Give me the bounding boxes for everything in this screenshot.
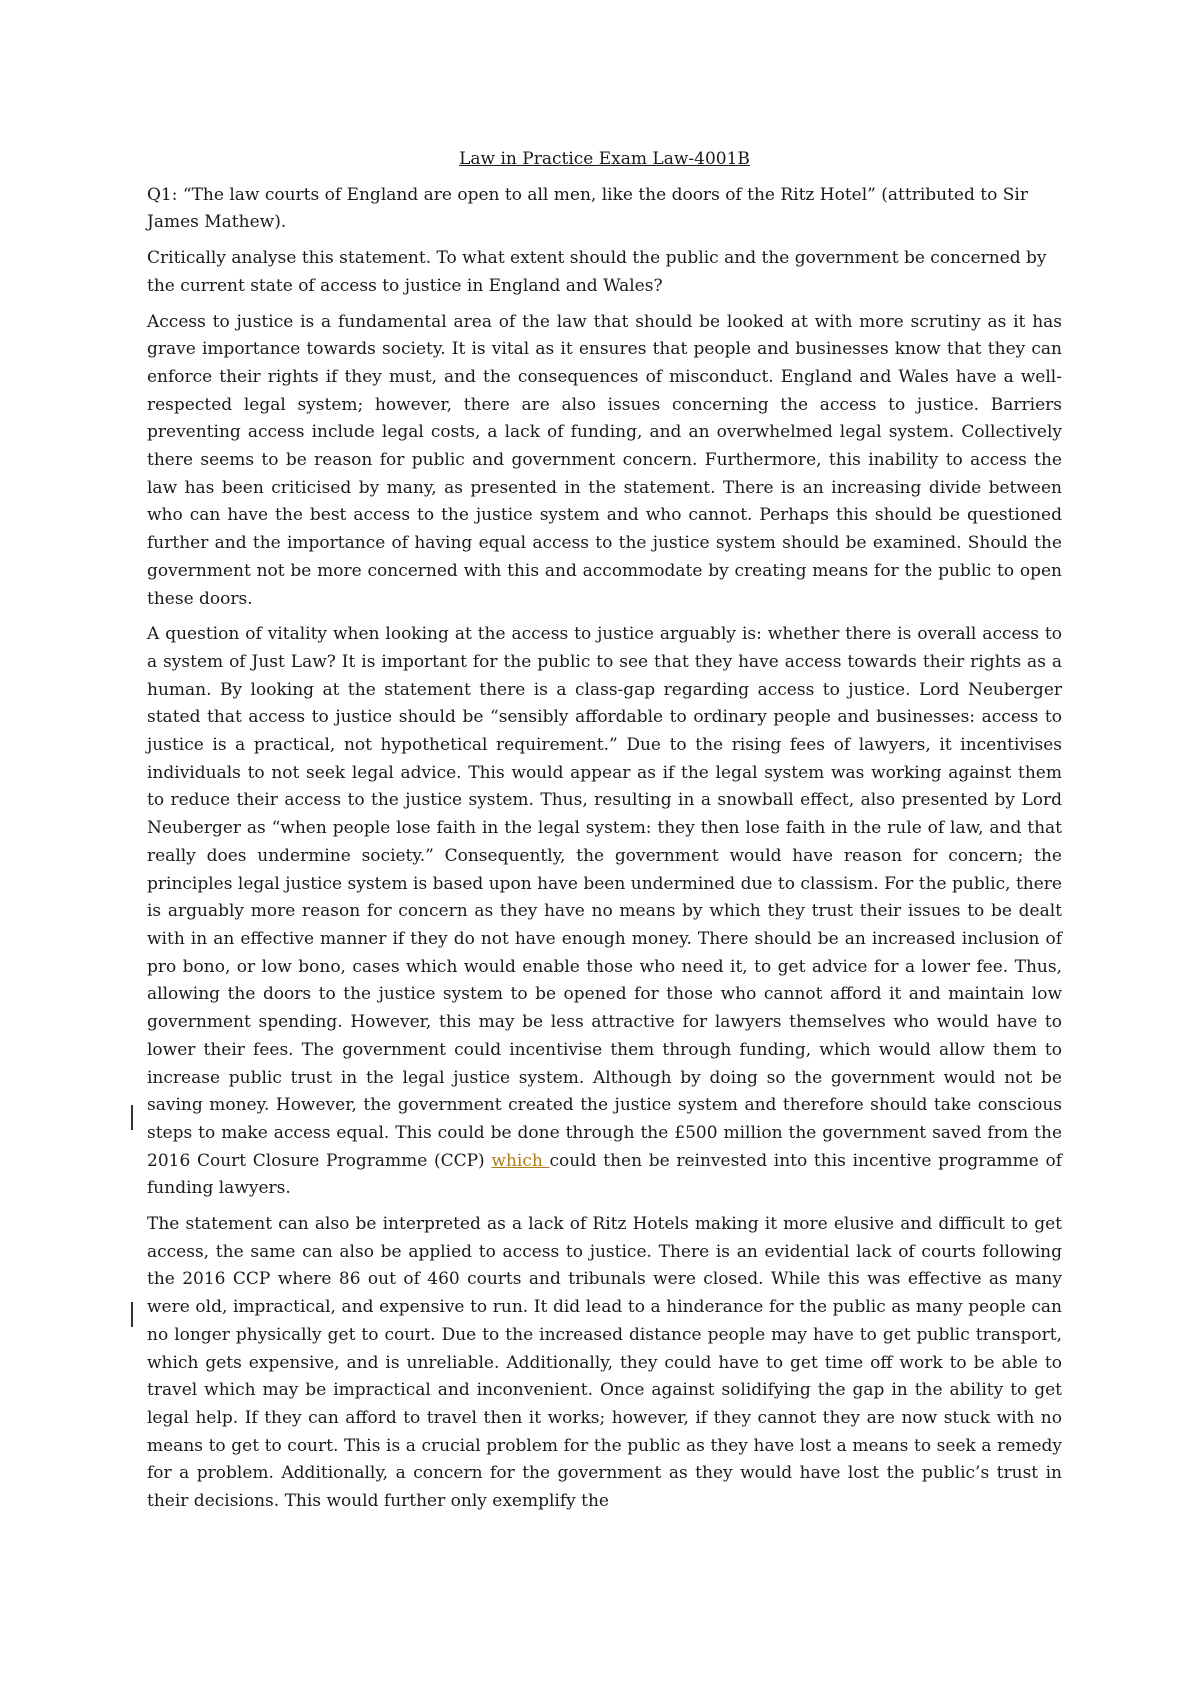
- paragraph-3-part-a: The statement can also be interpreted as a lack of Ritz Hotels making it more elusive and difficult to get access, the same can also be applied to access to justice. There is an evidential lack of courts following the 2016 CCP where 86 out of 460 courts and tribunals were closed. While this was effective as many were old, impractical, and expensive to run. It did lead to a hinderance for the public as many people can no longer physically get to court. Due to the increased distance people may have to get public transport, which gets expensive, and is unreliable. Additionally, they could have to get time of: [147, 1214, 1062, 1373]
- paragraph-2-tail: could then be reinvested into this incentive programme of funding lawyers.: [147, 1150, 1063, 1199]
- change-bar: [131, 1105, 133, 1130]
- paragraph-3-part-b: work to be able to travel which may be impractical and inconvenient. Once against solidifying the gap in the ability to get legal help. If they can afford to travel then it works; however, if they cannot they are now stuck with no means to get to court. This is a crucial problem for the public as they have lost a means to seek a remedy for a problem. Additionally, a concern for the government as they would have lost the public’s trust in their decisions. This would further only exemplify the: [147, 1352, 1062, 1512]
- paragraph-2-main: A question of vitality when looking at the access to justice arguably is: whether there is overall access to a system of Just Law? It is important for the public to see that they have access towards their rights as a human. By looking at the statement there is a class-gap regarding access to justice. Lord Neuberger stated that access to justice should be “sensibly affordable to ordinary people and businesses: access to justice is a practical, not hypothetical requirement.” Due to the rising fees of lawyers, it incentivises individuals to not seek legal advice. This would appear as if the legal system was working against them to reduce their access to the justice system. Thus, resulting in a snowball effect, also presented by Lord Neuberger as “when people lose faith in the legal system: they then lose faith in the rule of law, and that really does undermine society.” Consequently, the government would have reason for concern; the principles legal justice system is based upon have been undermined due to classism. For the public, there is arguably more reason for concern as they have no means by which they trust their issues to be dealt with in an effective manner if they do not have enough money. There should be an increased inclusion of pro bono, or low bono, cases which would enable those who need it, to get advice for a lower fee. Thus, allowing the doors to the justice system to be opened for those who cannot afford it and maintain low government spending. However, this may be less attractive for lawyers themselves who would have to lower their fees. The government could incentivise them through funding, which would allow them to increase public trust in the legal justice system. Although by doing so the government would not be saving money. However, the government created the justice system and therefore should take conscious steps to make access equal. This could be done through the £500 million the government saved from the 2016 Court Closure Programme (CCP): [147, 624, 1062, 1171]
- paragraph-3: [147, 1211, 1062, 1516]
- question-text: Q1: “The law courts of England are open to all men, like the doors of the Ritz Hotel” (attributed to Sir James Mathew).: [147, 184, 1028, 233]
- question-prompt: Critically analyse this statement. To what extent should the public and the government be concerned by the current state of access to justice in England and Wales?: [147, 248, 1047, 296]
- paragraph-1: Access to justice is a fundamental area of the law that should be looked at with more scrutiny as it has grave importance towards society. It is vital as it ensures that people and businesses know that they can enforce their rights if they must, and the consequences of misconduct. England and Wales have a well-respected legal system; however, there are also issues concerning the access to justice. Barriers preventing access include legal costs, a lack of funding, and an overwhelmed legal system. Collectively there seems to be reason for public and government concern. Furthermore, this inability to access the law has been criticised by many, as presented in the statement. There is an increasing divide between who can have the best access to the justice system and who cannot. Perhaps this should be questioned further and the importance of having equal access to the justice system should be examined. Should the government not be more concerned with this and accommodate by creating means for the public to open these doors.: [147, 311, 1062, 609]
- tracked-insertion: which: [491, 1150, 550, 1171]
- document-title: Law in Practice Exam Law-4001B: [459, 149, 750, 169]
- paragraph-2: [147, 621, 1062, 1203]
- change-bar: [131, 1302, 133, 1327]
- document-body: [147, 146, 1062, 1524]
